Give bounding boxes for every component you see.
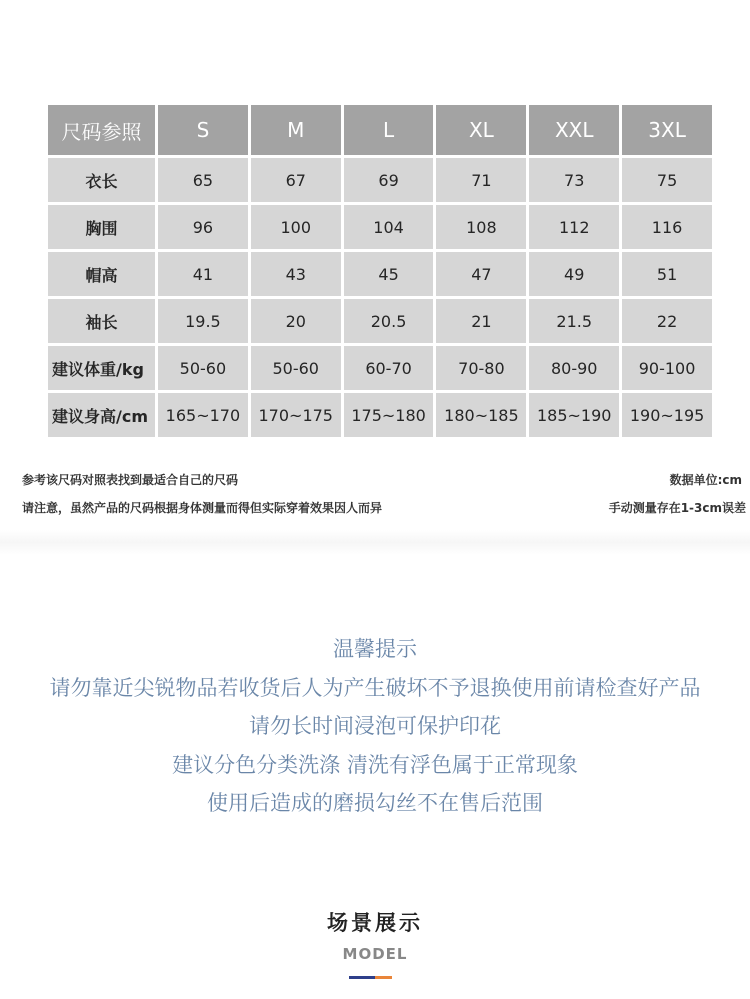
table-cell: 45 [342, 251, 435, 298]
table-cell: 41 [157, 251, 250, 298]
table-cell: 96 [157, 204, 250, 251]
table-cell: 20.5 [342, 298, 435, 345]
table-cell: 90-100 [621, 345, 714, 392]
section-divider [0, 530, 750, 555]
table-cell: 190~195 [621, 392, 714, 439]
table-cell: 43 [249, 251, 342, 298]
table-cell: 80-90 [528, 345, 621, 392]
table-cell: 108 [435, 204, 528, 251]
care-tip-line: 请勿长时间浸泡可保护印花 [249, 714, 501, 738]
table-cell: 180~185 [435, 392, 528, 439]
table-cell: 69 [342, 157, 435, 204]
table-cell: 21.5 [528, 298, 621, 345]
table-cell: 21 [435, 298, 528, 345]
table-cell: 100 [249, 204, 342, 251]
header-size-reference: 尺码参照 [47, 104, 157, 157]
fit-disclaimer-note: 请注意，虽然产品的尺码根据身体测量而得但实际穿着效果因人而异 [22, 501, 383, 515]
table-row [47, 345, 714, 392]
care-tip-line: 使用后造成的磨损勾丝不在售后范围 [207, 791, 543, 815]
header-size-m: M [249, 104, 342, 157]
header-size-xxl: XXL [528, 104, 621, 157]
scene-section-subtitle: MODEL [342, 945, 408, 963]
table-cell: 71 [435, 157, 528, 204]
header-size-xl: XL [435, 104, 528, 157]
size-guide-note: 参考该尺码对照表找到最适合自己的尺码 [22, 473, 239, 487]
care-tip-line: 建议分色分类洗涤 清洗有浮色属于正常现象 [172, 752, 578, 777]
table-cell: 49 [528, 251, 621, 298]
table-row [47, 204, 714, 251]
table-cell: 116 [621, 204, 714, 251]
row-label-height: 建议身高/cm [47, 392, 157, 439]
table-cell: 67 [249, 157, 342, 204]
table-cell: 170~175 [249, 392, 342, 439]
row-label-sleeve: 袖长 [47, 298, 157, 345]
measurement-error-note: 手动测量存在1-3cm误差 [608, 501, 746, 515]
table-cell: 20 [249, 298, 342, 345]
scene-section-title: 场景展示 [327, 911, 423, 935]
row-label-chest: 胸围 [47, 204, 157, 251]
table-cell: 175~180 [342, 392, 435, 439]
care-tips-title: 温馨提示 [333, 637, 417, 661]
table-row [47, 298, 714, 345]
table-row [47, 157, 714, 204]
table-cell: 65 [157, 157, 250, 204]
row-label-weight: 建议体重/kg [47, 345, 157, 392]
table-header-row [47, 104, 714, 157]
header-size-3xl: 3XL [621, 104, 714, 157]
table-cell: 60-70 [342, 345, 435, 392]
title-underline-orange [375, 976, 392, 979]
row-label-hood-height: 帽高 [47, 251, 157, 298]
table-row [47, 392, 714, 439]
table-cell: 112 [528, 204, 621, 251]
header-size-s: S [157, 104, 250, 157]
table-cell: 104 [342, 204, 435, 251]
table-cell: 185~190 [528, 392, 621, 439]
table-cell: 165~170 [157, 392, 250, 439]
table-cell: 19.5 [157, 298, 250, 345]
table-cell: 50-60 [157, 345, 250, 392]
table-cell: 22 [621, 298, 714, 345]
size-chart-table [45, 102, 715, 440]
unit-note: 数据单位:cm [669, 473, 742, 487]
care-tips [0, 630, 750, 823]
table-cell: 51 [621, 251, 714, 298]
title-underline-blue [349, 976, 375, 979]
table-row [47, 251, 714, 298]
table-cell: 75 [621, 157, 714, 204]
row-label-length: 衣长 [47, 157, 157, 204]
table-cell: 70-80 [435, 345, 528, 392]
header-size-l: L [342, 104, 435, 157]
table-cell: 47 [435, 251, 528, 298]
table-cell: 50-60 [249, 345, 342, 392]
care-tip-line: 请勿靠近尖锐物品若收货后人为产生破坏不予退换使用前请检查好产品 [49, 675, 701, 700]
table-cell: 73 [528, 157, 621, 204]
